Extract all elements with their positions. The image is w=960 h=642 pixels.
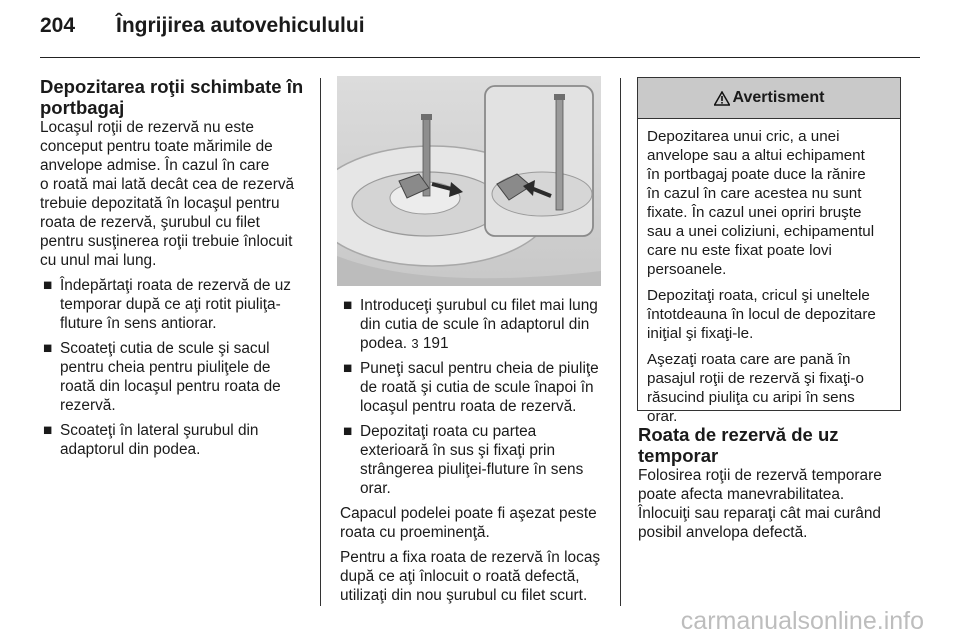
list-item: ■ Scoateţi cutia de scule şi sacul pentru cheia pentru piuliţele de roată din locaşul pentru roata de rezervă. — [43, 340, 281, 414]
bullet-icon: ■ — [43, 277, 53, 294]
cross-reference-page: 191 — [422, 335, 449, 352]
header-rule — [40, 57, 920, 58]
warning-title: Avertisment — [732, 89, 825, 106]
chapter-title: Îngrijirea autovehiculului — [116, 14, 365, 37]
short-bolt-paragraph: Pentru a fixa roata de rezervă în locaş după ce aţi înlocuit o roată defectă, utilizaţi din nou şurubul cu filet scurt. — [340, 549, 601, 604]
temporary-spare-paragraph: Folosirea roţii de rezervă temporare poate afecta manevrabilitatea. Înlocuiţi sau reparaţi cât mai curând posibil anvelopa defectă. — [638, 467, 882, 541]
warning-body — [638, 119, 900, 426]
page-header — [40, 10, 920, 60]
section-heading-storage: Depozitarea roţii schimbate în portbagaj — [40, 76, 304, 118]
list-item: ■ Îndepărtaţi roata de rezervă de uz temporar după ce aţi rotit piuliţa- fluture în sens antiorar. — [43, 277, 292, 332]
list-item: ■ Puneţi sacul pentru cheia de piuliţe de roată şi cutia de scule înapoi în locaşul pentru roata de rezervă. — [343, 360, 599, 415]
warning-header — [638, 78, 900, 119]
warning-box — [637, 77, 901, 425]
cross-reference-arrow-icon: 3 — [411, 336, 419, 351]
list-item: ■ Introduceţi şurubul cu filet mai lung din cutia de scule în adaptorul din podea. 3 191 — [343, 297, 598, 352]
column-3 — [638, 424, 908, 548]
list-item: ■ Depozitaţi roata cu partea exterioară în sus şi fixaţi prin strângerea piuliţei-fluture în sens orar. — [343, 423, 584, 497]
bullet-icon: ■ — [343, 297, 353, 314]
column-divider-1 — [320, 78, 321, 606]
watermark: carmanualsonline.info — [680, 607, 924, 635]
intro-paragraph: Locaşul roţii de rezervă nu este conceput pentru toate mărimile de anvelope admise. În cazul în care o roată mai lată decât cea de rezervă trebuie depozitată în locaşul pentru roata de rezervă, şurubul cu filet pentru susţinerea roţii trebuie înlocuit cu unul mai lung. — [40, 119, 295, 269]
section-heading-temporary-spare: Roata de rezervă de uz temporar — [638, 424, 839, 466]
bullet-icon: ■ — [43, 422, 53, 439]
warning-paragraph-1: Depozitarea unui cric, a unei anvelope sau a altui echipament în portbagaj poate duce la rănire în cazul în care acestea nu sunt fixate. În cazul unei opriri bruşte sau a unei coliziuni, echipamentul care nu este fixat poate lovi persoanele. — [647, 128, 875, 278]
bullet-icon: ■ — [343, 423, 353, 440]
list-item: ■ Scoateţi în lateral şurubul din adaptorul din podea. — [43, 422, 259, 458]
bullet-icon: ■ — [43, 340, 53, 357]
warning-paragraph-3: Aşezaţi roata care are pană în pasajul roţii de rezervă şi fixaţi-o răsucind piuliţa cu aripi în sens orar. — [647, 351, 864, 425]
column-divider-2 — [620, 78, 621, 606]
bullet-icon: ■ — [343, 360, 353, 377]
illustration-svg — [337, 76, 601, 286]
warning-paragraph-2: Depozitaţi roata, cricul şi uneltele întotdeauna în locul de depozitare iniţial şi fixaţi-le. — [647, 287, 876, 342]
spare-wheel-bolt-illustration — [337, 76, 601, 286]
step-list-1 — [40, 276, 308, 459]
floor-cover-paragraph: Capacul podelei poate fi aşezat peste roata cu proeminenţă. — [340, 505, 597, 541]
column-2 — [340, 296, 606, 611]
page-number: 204 — [40, 14, 76, 37]
warning-triangle-icon — [714, 91, 730, 106]
step-list-2 — [340, 296, 606, 498]
column-1 — [40, 76, 308, 465]
